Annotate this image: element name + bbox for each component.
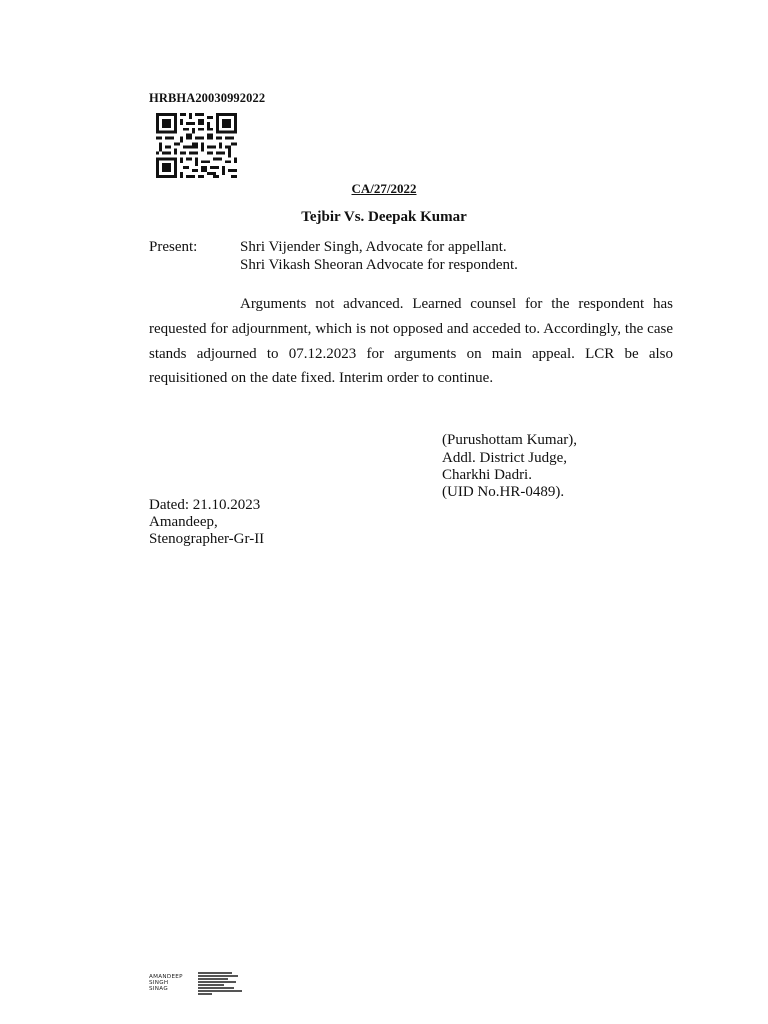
digital-signature-details-graphic	[198, 972, 248, 996]
digital-signature-name-line: SINGH	[149, 980, 169, 986]
digital-signature-name	[149, 974, 183, 992]
order-text: Arguments not advanced. Learned counsel for the respondent has requested for adjournment, which is not opposed and acceded to. Accordingly, the case stands adjourned to 07.12.2023 for arguments on main appeal. LCR be also requisitioned on the date fixed. Interim order to continue.	[149, 296, 673, 387]
signatory-name: (Purushottam Kumar),	[442, 432, 577, 448]
present-respondent-counsel: Shri Vikash Sheoran Advocate for respondent.	[240, 257, 518, 273]
qr-code-icon	[156, 113, 237, 178]
stenographer-designation: Stenographer-Gr-II	[149, 531, 265, 547]
order-date: Dated: 21.10.2023	[149, 497, 261, 513]
case-parties-title: Tejbir Vs. Deepak Kumar	[301, 209, 467, 225]
signatory-uid: (UID No.HR-0489).	[442, 484, 565, 500]
digital-signature-name-line: AMANDEEP	[149, 974, 183, 980]
digital-signature-name-line: SINAG	[149, 986, 168, 992]
cnr-number: HRBHA20030992022	[149, 91, 266, 105]
present-label: Present:	[149, 239, 198, 255]
case-number: CA/27/2022	[351, 181, 417, 196]
signatory-designation: Addl. District Judge,	[442, 450, 567, 466]
signatory-place: Charkhi Dadri.	[442, 467, 532, 483]
present-appellant-counsel: Shri Vijender Singh, Advocate for appellant.	[240, 239, 507, 255]
stenographer-name: Amandeep,	[149, 514, 218, 530]
